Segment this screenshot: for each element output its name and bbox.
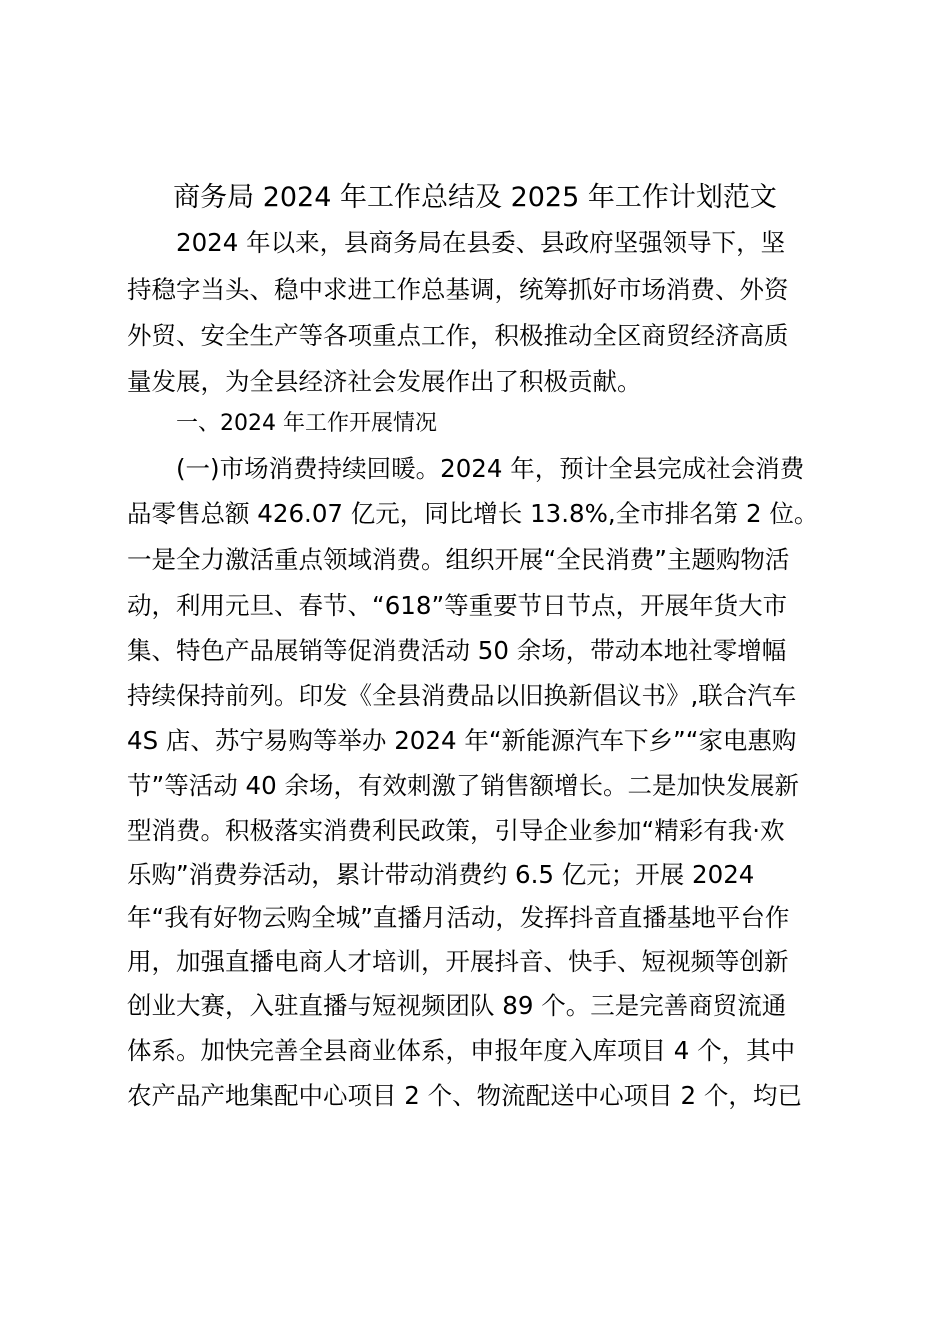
paragraph-line: 型消费。积极落实消费利民政策，引导企业参加“精彩有我·欢: [127, 816, 785, 845]
paragraph-line: 一是全力激活重点领域消费。组织开展“全民消费”主题购物活: [127, 545, 790, 574]
paragraph-line: 量发展，为全县经济社会发展作出了积极贡献。: [127, 367, 642, 396]
paragraph-line: 节”等活动 40 余场，有效刺激了销售额增长。二是加快发展新: [127, 771, 799, 800]
paragraph-line: 创业大赛，入驻直播与短视频团队 89 个。三是完善商贸流通: [127, 991, 787, 1020]
paragraph-line: 4S 店、苏宁易购等举办 2024 年“新能源汽车下乡”“家电惠购: [127, 726, 797, 755]
paragraph-line: 动，利用元旦、春节、“618”等重要节日节点，开展年货大市: [127, 591, 788, 620]
paragraph-line: 用，加强直播电商人才培训，开展抖音、快手、短视频等创新: [127, 947, 789, 976]
paragraph-line: 持续保持前列。印发《全县消费品以旧换新倡议书》,联合汽车: [127, 681, 797, 710]
paragraph-line: 外贸、安全生产等各项重点工作，积极推动全区商贸经济高质: [127, 321, 789, 350]
paragraph-line: 体系。加快完善全县商业体系，申报年度入库项目 4 个，其中: [127, 1036, 796, 1065]
paragraph-line: 持稳字当头、稳中求进工作总基调，统筹抓好市场消费、外资: [127, 275, 789, 304]
paragraph-line: 品零售总额 426.07 亿元，同比增长 13.8%,全市排名第 2 位。: [127, 499, 819, 528]
document-title: 商务局 2024 年工作总结及 2025 年工作计划范文: [173, 182, 777, 213]
section-heading: 一、2024 年工作开展情况: [176, 411, 437, 436]
paragraph-line: 集、特色产品展销等促消费活动 50 余场，带动本地社零增幅: [127, 636, 787, 665]
paragraph-line: 乐购”消费券活动，累计带动消费约 6.5 亿元；开展 2024: [127, 860, 755, 889]
paragraph-line: 年“我有好物云购全城”直播月活动，发挥抖音直播基地平台作: [127, 903, 790, 932]
paragraph-line: 农产品产地集配中心项目 2 个、物流配送中心项目 2 个，均已: [127, 1081, 802, 1110]
paragraph-line: 2024 年以来，县商务局在县委、县政府坚强领导下，坚: [176, 228, 786, 257]
paragraph-line: (一)市场消费持续回暖。2024 年，预计全县完成社会消费: [176, 454, 805, 483]
